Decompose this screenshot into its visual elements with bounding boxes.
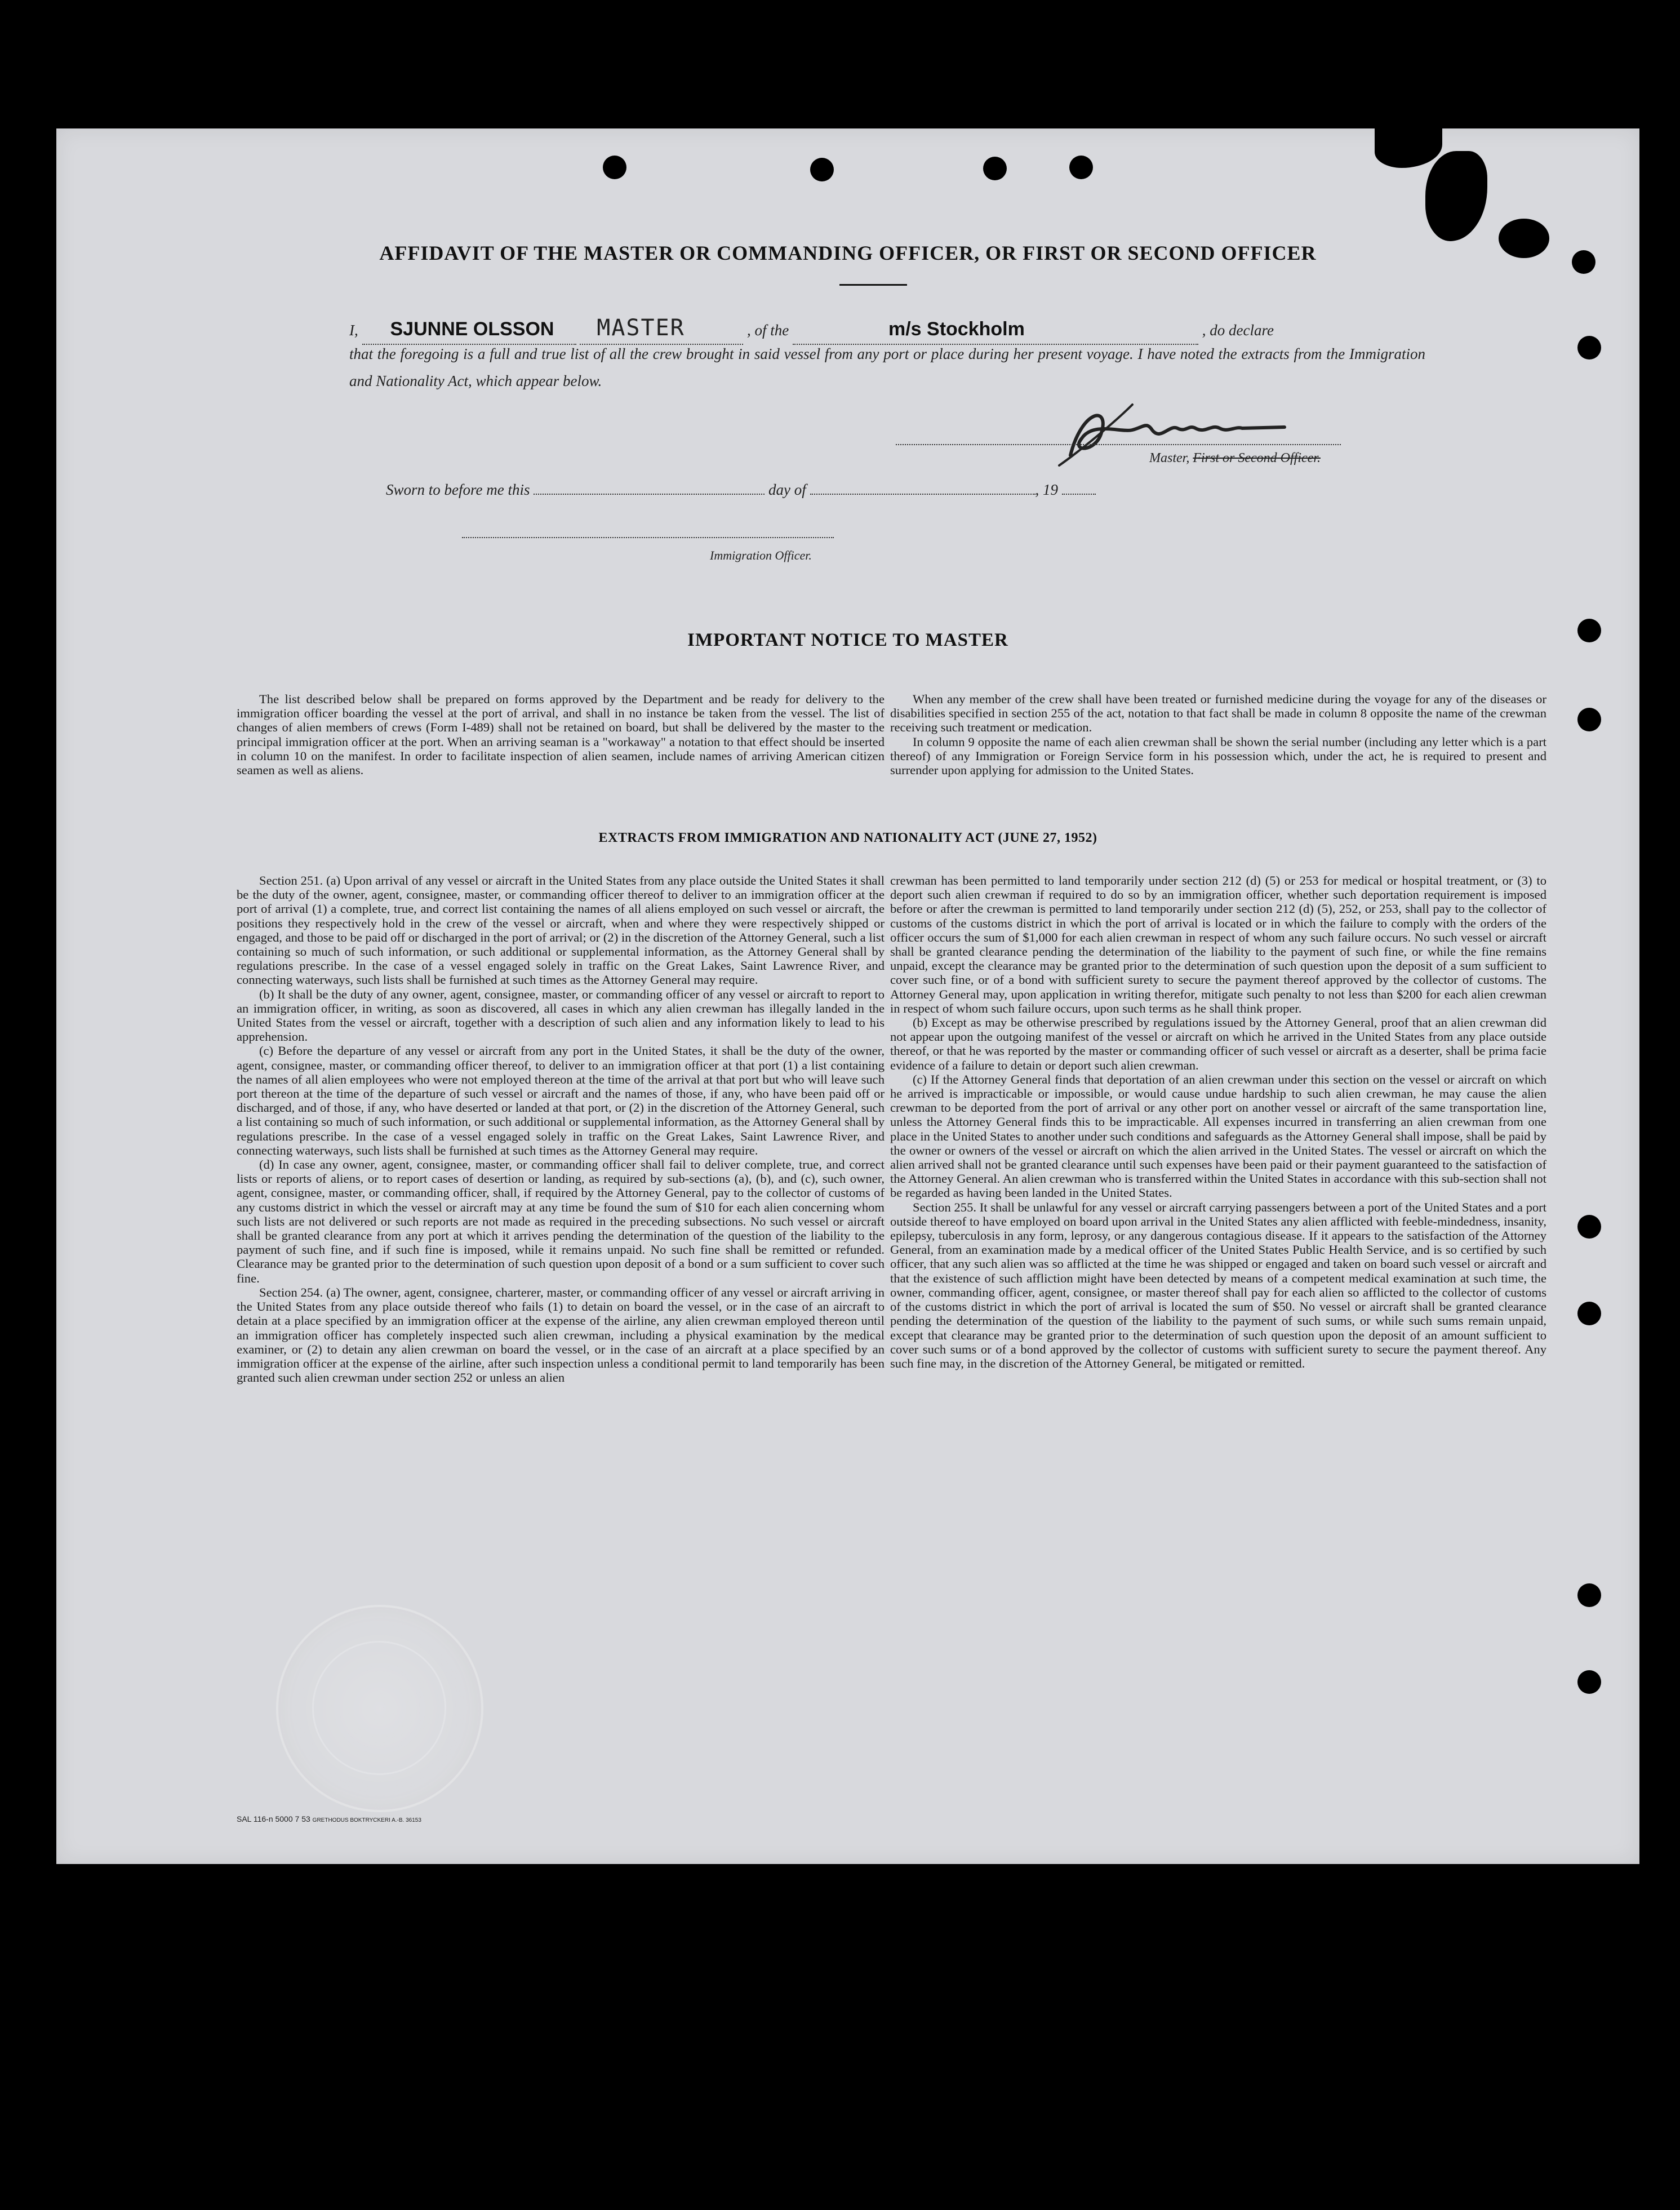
signature-line	[896, 444, 1341, 445]
of-the-label: , of the	[747, 322, 789, 339]
extract-paragraph: Section 254. (a) The owner, agent, consignee, charterer, master, or commanding officer of any vessel or aircraft arriving in the United States from any place outside thereof who fails (1) to detain on board the vessel, or in the case of an aircraft to detain at a place specified by an immigration officer at the expense of the airline, any alien crewman employed thereon until an immigration officer has completely inspected such alien crewman, including a physical examination by the medical examiner, or (2) to detain any alien crewman on board the vessel, or in the case of an aircraft at a place specified by an immigration officer at the expense of the airline, after such inspection unless a conditional permit to land temporarily has been granted such alien crewman under section 252 or unless an alien	[237, 1285, 885, 1385]
sworn-date-field	[534, 494, 765, 495]
notice-title: IMPORTANT NOTICE TO MASTER	[687, 630, 1008, 650]
caption-master: Master,	[1149, 451, 1190, 465]
extract-paragraph: Section 255. It shall be unlawful for any vessel or aircraft carrying passengers between a port of the United States and a port outside thereof to have employed on board upon arrival in the United States any alien afflicted with feeble-mindedness, insanity, epilepsy, tuberculosis in any form, leprosy, or any dangerous contagious disease. If it appears to the satisfaction of the Attorney General, from an examination made by a medical officer of the United States Public Health Service, and is so certified by such officer, that any such alien was so afflicted at the time he was shipped or engaged and taken on board such vessel or aircraft and that the existence of such affliction might have been detected by means of a competent medical examination at such time, the owner, commanding officer, agent, consignee, or master thereof shall pay for each alien so afflicted to the collector of customs of the customs district in which the port of arrival is located the sum of $50. No vessel or aircraft shall be granted clearance pending the determination of the question of the liability to the payment of such sums, or while such sums remain unpaid, except that clearance may be granted prior to the determination of such question upon the deposit of an amount sufficient to cover such sums or of a bond approved by the collector of customs with sufficient surety to secure the payment thereof. Any such fine may, in the discretion of the Attorney General, be mitigated or remitted.	[890, 1200, 1546, 1370]
extract-paragraph: (b) Except as may be otherwise prescribed by regulations issued by the Attorney General, proof that an alien crewman did not appear upon the outgoing manifest of the vessel or aircraft on which he arrived in the United States from any place outside thereof, or that he was reported by the master or commanding officer of such vessel or aircraft as a deserter, shall be prima facie evidence of a failure to detain or deport such alien crewman.	[890, 1015, 1546, 1072]
declaration	[349, 314, 1425, 394]
punch-hole	[603, 156, 626, 179]
printer-name: GRETHODUS BOKTRYCKERI A.-B. 36153	[312, 1817, 421, 1823]
master-rank: MASTER	[597, 315, 685, 341]
punch-hole	[1577, 336, 1601, 360]
extracts-right-column	[890, 873, 1546, 1370]
bleed-through-text	[451, 196, 1465, 219]
signature-text: G. Olsson	[1048, 399, 1051, 400]
affidavit-title: AFFIDAVIT OF THE MASTER OR COMMANDING OFFICER, OR FIRST OR SECOND OFFICER	[379, 242, 1317, 264]
notice-left-column	[237, 692, 885, 777]
form-number: SAL 116-n 5000 7 53	[237, 1814, 310, 1823]
sworn-year-field	[1062, 494, 1096, 495]
extract-paragraph: (b) It shall be the duty of any owner, agent, consignee, master, or commanding officer of any vessel or aircraft to report to an immigration officer, in writing, as soon as discovered, all cases in which any alien crewman has illegally landed in the United States from the vessel or aircraft, together with a description of such alien and any information likely to lead to his apprehension.	[237, 987, 885, 1044]
form-code	[237, 1814, 421, 1823]
extract-paragraph: (d) In case any owner, agent, consignee, master, or commanding officer shall fail to deliver complete, true, and correct lists or reports of aliens, or to report cases of desertion or landing, as required by sub-sections (a), (b), and (c), such owner, agent, consignee, master, or commanding officer, shall, if required by the Attorney General, pay to the collector of customs of any customs district in which the vessel or aircraft may at any time be found the sum of $10 for each alien concerning whom such lists are not delivered or such reports are not made as required in the preceding subsections. No such vessel or aircraft shall be granted clearance from any port at which it arrives pending the determination of the question of the liability to the payment of such fine, and if such fine is imposed, while it remains unpaid. No such fine shall be remitted or refunded. Clearance may be granted prior to the determination of such question upon deposit of a bond or a sum sufficient to cover such fine.	[237, 1157, 885, 1285]
notice-right-column	[890, 692, 1546, 777]
punch-hole	[1577, 1670, 1601, 1694]
extract-paragraph: crewman has been permitted to land temporarily under section 212 (d) (5) or 253 for medical or hospital treatment, or (3) to deport such alien crewman if required to do so by an immigration officer, whether such deportation requirement is imposed before or after the crewman is permitted to land temporarily under section 212 (d) (5), 252, or 253, shall pay to the collector of customs of the customs district in which the port of arrival is located or in which the failure to comply with the orders of the officer occurs the sum of $1,000 for each alien crewman in respect of whom any such failure occurs. No such vessel or aircraft shall be granted clearance pending the determination of the liability to the payment of such fine, or while the fine remains unpaid, except the clearance may be granted prior to the determination of such question upon the deposit of a sum sufficient to cover such fine, or of a bond with sufficient surety to secure the payment thereof approved by the collector of customs. The Attorney General may, upon application in writing therefor, mitigate such penalty to not less than $200 for each alien crewman in respect of whom such failure occurs, upon such terms as he shall think proper.	[890, 873, 1546, 1015]
pronoun: I,	[349, 322, 358, 339]
master-name: SJUNNE OLSSON	[390, 318, 554, 340]
extracts-left-column	[237, 873, 885, 1384]
embossed-seal-ring	[312, 1641, 446, 1775]
caption-struck: First or Second Officer.	[1193, 451, 1321, 465]
immigration-officer-line	[462, 537, 834, 538]
punch-hole	[1577, 708, 1601, 731]
extract-paragraph: (c) If the Attorney General finds that deportation of an alien crewman under this section on the vessel or aircraft on which he arrived is impracticable or impossible, or would cause undue hardship to such alien crewman, he may cause the alien crewman to be deported from the port of arrival or any other port on another vessel or aircraft of the same transportation line, unless the Attorney General finds this to be impracticable. All expenses incurred in transferring an alien crewman from one place in the United States to another under such conditions and safeguards as the Attorney General shall impose, shall be paid by the owner or owners of the vessel or aircraft on which the alien arrived in the United States. The vessel or aircraft on which the alien arrived shall not be granted clearance until such expenses have been paid or their payment guaranteed to the satisfaction of the Attorney General. An alien crewman who is transferred within the United States in accordance with this sub-section shall not be regarded as having been landed in the United States.	[890, 1072, 1546, 1200]
sworn-prefix: Sworn to before me this	[386, 481, 530, 498]
title-rule	[839, 284, 907, 286]
torn-corner	[1375, 128, 1442, 168]
sworn-day-label: day of	[768, 481, 806, 498]
extract-paragraph: Section 251. (a) Upon arrival of any vessel or aircraft in the United States from any place outside the United States it shall be the duty of the owner, agent, consignee, master, or commanding officer thereof to deliver to an immigration officer at the port of arrival (1) a complete, true, and correct list containing the names of all aliens employed on such vessel or aircraft, the positions they respectively hold in the crew of the vessel or aircraft, when and where they were respectively shipped or engaged, and those to be paid off or discharged in the port of arrival; or (2) in the discretion of the Attorney General, such a list containing so much of such information, or such additional or supplemental information, as the Attorney General shall by regulations prescribe. In the case of a vessel engaged solely in traffic on the Great Lakes, Saint Lawrence River, and connecting waterways, such lists shall be furnished at such times as the Attorney General may require.	[237, 873, 885, 987]
punch-hole	[810, 158, 834, 181]
extracts-title: EXTRACTS FROM IMMIGRATION AND NATIONALITY ACT (JUNE 27, 1952)	[598, 831, 1097, 845]
sworn-year-label: , 19	[1035, 481, 1058, 498]
vessel-name: m/s Stockholm	[888, 318, 1025, 340]
notice-paragraph: When any member of the crew shall have been treated or furnished medicine during the voyage for any of the diseases or disabilities specified in section 255 of the act, notation to that fact shall be made in column 8 opposite the name of the crewman receiving such treatment or medication.	[890, 692, 1546, 735]
signature-caption	[1149, 451, 1321, 466]
punch-hole	[1577, 1583, 1601, 1607]
notice-paragraph: The list described below shall be prepared on forms approved by the Department and be ready for delivery to the immigration officer boarding the vessel at the port of arrival, and shall in no instance be taken from the vessel. The list of changes of alien members of crews (Form I-489) shall not be retained on board, but shall be delivered by the master to the principal immigration officer at the port. When an arriving seaman is a "workaway" a notation to that effect should be inserted in column 10 on the manifest. In order to facilitate inspection of alien seamen, include names of arriving American citizen seamen as well as aliens.	[237, 692, 885, 778]
embossed-seal	[276, 1605, 483, 1812]
punch-hole	[1577, 1215, 1601, 1239]
sworn-line	[386, 481, 1096, 499]
do-declare-label: , do declare	[1202, 322, 1274, 339]
punch-hole	[1069, 156, 1093, 179]
declaration-body: that the foregoing is a full and true list of all the crew brought in said vessel from any port or place during her present voyage. I have noted the extracts from the Immigration and Nationality Act, which appear below.	[349, 345, 1425, 389]
punch-hole	[1577, 1302, 1601, 1325]
immigration-officer-caption: Immigration Officer.	[710, 548, 812, 562]
notice-paragraph: In column 9 opposite the name of each alien crewman shall be shown the serial number (including any letter which is a part thereof) of any Immigration or Foreign Service form in his possession which, under the act, he is required to present and surrender upon applying for admission to the United States.	[890, 734, 1546, 778]
extract-paragraph: (c) Before the departure of any vessel or aircraft from any port in the United States, it shall be the duty of the owner, agent, consignee, master, or commanding officer thereof, to deliver to an immigration officer at that port (1) a list containing the names of all alien employees who were not employed thereon at the time of the arrival at that port but who will leave such port thereon at the time of the departure of such vessel or aircraft and the names of those, if any, who have been paid off or discharged, and of those, if any, who have deserted or landed at that port, or (2) in the discretion of the Attorney General, such a list containing so much of such information, or such additional or supplemental information, as the Attorney General shall by regulations prescribe. In the case of a vessel engaged solely in traffic on the Great Lakes, Saint Lawrence River, and connecting waterways, such lists shall be furnished at such times as the Attorney General may require.	[237, 1044, 885, 1157]
document-page	[56, 128, 1639, 1864]
sworn-month-field	[810, 494, 1035, 495]
punch-hole	[983, 157, 1007, 180]
